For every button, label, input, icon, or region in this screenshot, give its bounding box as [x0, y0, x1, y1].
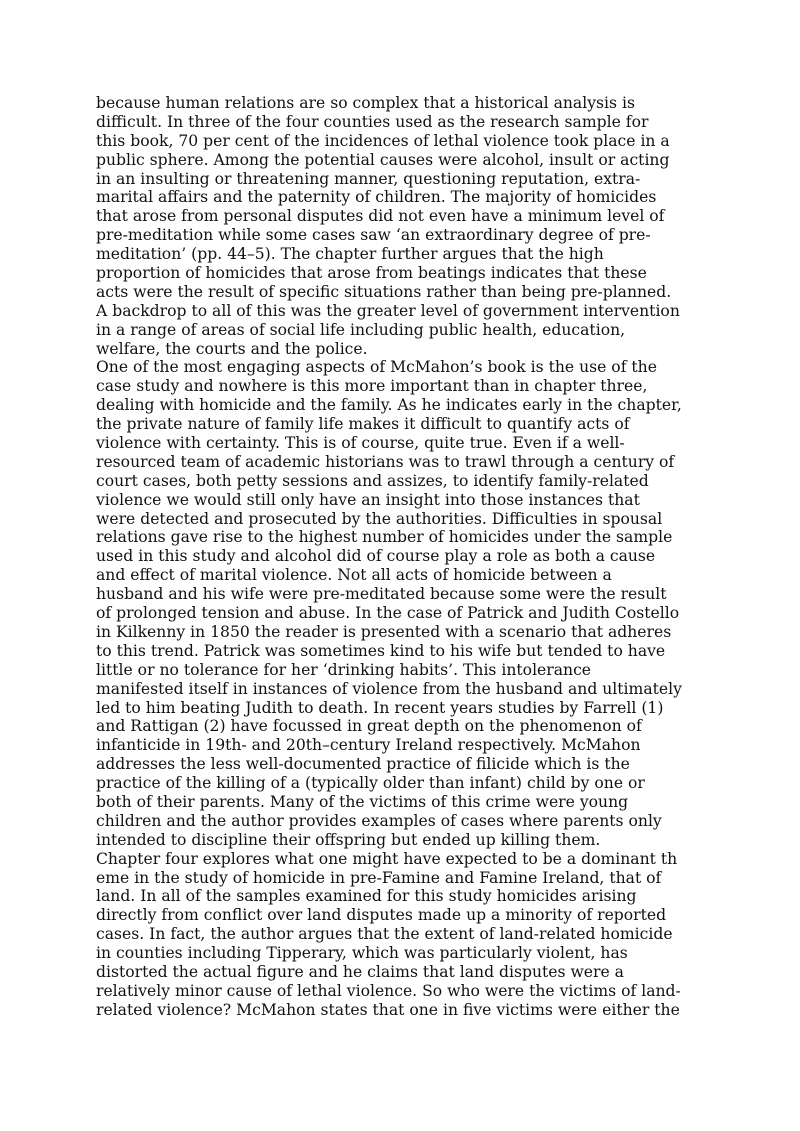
- text-line: little or no tolerance for her ‘drinking habits’. This intolerance: [96, 660, 592, 679]
- text-line: relations gave rise to the highest number of homicides under the sample: [96, 528, 673, 547]
- text-line: acts were the result of specific situations rather than being pre-planned.: [96, 282, 672, 301]
- text-line: case study and nowhere is this more important than in chapter three,: [96, 377, 648, 396]
- text-line: in an insulting or threatening manner, questioning reputation, extra-: [96, 169, 641, 188]
- text-line: used in this study and alcohol did of course play a role as both a cause: [96, 547, 656, 566]
- text-line: husband and his wife were pre-meditated because some were the result: [96, 585, 667, 604]
- document-page: [96, 94, 706, 1020]
- text-line: infanticide in 19th- and 20th–century Ireland respectively. McMahon: [96, 736, 641, 755]
- text-line: proportion of homicides that arose from beatings indicates that these: [96, 264, 647, 283]
- text-line: pre-meditation while some cases saw ‘an extraordinary degree of pre-: [96, 226, 651, 245]
- text-line: One of the most engaging aspects of McMahon’s book is the use of the: [96, 358, 657, 377]
- text-line: A backdrop to all of this was the greater level of government intervention: [96, 301, 680, 320]
- text-line: and effect of marital violence. Not all acts of homicide between a: [96, 566, 612, 585]
- text-line: welfare, the courts and the police.: [96, 339, 368, 358]
- text-line: practice of the killing of a (typically older than infant) child by one or: [96, 774, 645, 793]
- text-line: distorted the actual figure and he claims that land disputes were a: [96, 962, 624, 981]
- text-line: court cases, both petty sessions and assizes, to identify family-related: [96, 471, 649, 490]
- text-line: eme in the study of homicide in pre-Famine and Famine Ireland, that of: [96, 868, 662, 887]
- text-line: meditation’ (pp. 44–5). The chapter further argues that the high: [96, 245, 604, 264]
- text-line: this book, 70 per cent of the incidences of lethal violence took place in a: [96, 131, 670, 150]
- text-line: in counties including Tipperary, which was particularly violent, has: [96, 944, 628, 963]
- text-line: led to him beating Judith to death. In recent years studies by Farrell (1): [96, 698, 664, 717]
- text-line: addresses the less well-documented practice of filicide which is the: [96, 755, 630, 774]
- text-line: children and the author provides examples of cases where parents only: [96, 811, 662, 830]
- text-line: in Kilkenny in 1850 the reader is presented with a scenario that adheres: [96, 622, 672, 641]
- text-line: dealing with homicide and the family. As he indicates early in the chapter,: [96, 396, 682, 415]
- text-line: violence with certainty. This is of course, quite true. Even if a well-: [96, 434, 625, 453]
- text-line: both of their parents. Many of the victims of this crime were young: [96, 792, 629, 811]
- text-line: violence we would still only have an insight into those instances that: [96, 490, 640, 509]
- text-line: land. In all of the samples examined for this study homicides arising: [96, 887, 637, 906]
- text-line: cases. In fact, the author argues that the extent of land-related homicide: [96, 925, 673, 944]
- text-line: of prolonged tension and abuse. In the case of Patrick and Judith Costello: [96, 604, 680, 623]
- text-line: Chapter four explores what one might have expected to be a dominant th: [96, 849, 678, 868]
- text-line: public sphere. Among the potential causes were alcohol, insult or acting: [96, 150, 670, 169]
- text-line: marital affairs and the paternity of children. The majority of homicides: [96, 188, 657, 207]
- text-line: the private nature of family life makes it difficult to quantify acts of: [96, 415, 630, 434]
- text-line: intended to discipline their offspring but ended up killing them.: [96, 830, 601, 849]
- text-line: relatively minor cause of lethal violence. So who were the victims of land-: [96, 981, 681, 1000]
- text-line: and Rattigan (2) have focussed in great depth on the phenomenon of: [96, 717, 642, 736]
- text-line: resourced team of academic historians was to trawl through a century of: [96, 452, 675, 471]
- text-line: difficult. In three of the four counties used as the research sample for: [96, 112, 649, 131]
- text-line: related violence? McMahon states that one in five victims were either the: [96, 1000, 680, 1019]
- text-line: in a range of areas of social life including public health, education,: [96, 320, 626, 339]
- text-line: directly from conflict over land disputes made up a minority of reported: [96, 906, 667, 925]
- text-line: were detected and prosecuted by the authorities. Difficulties in spousal: [96, 509, 663, 528]
- text-line: to this trend. Patrick was sometimes kind to his wife but tended to have: [96, 641, 666, 660]
- text-line: manifested itself in instances of violence from the husband and ultimately: [96, 679, 682, 698]
- text-line: because human relations are so complex that a historical analysis is: [96, 94, 635, 112]
- text-line: that arose from personal disputes did not even have a minimum level of: [96, 207, 665, 226]
